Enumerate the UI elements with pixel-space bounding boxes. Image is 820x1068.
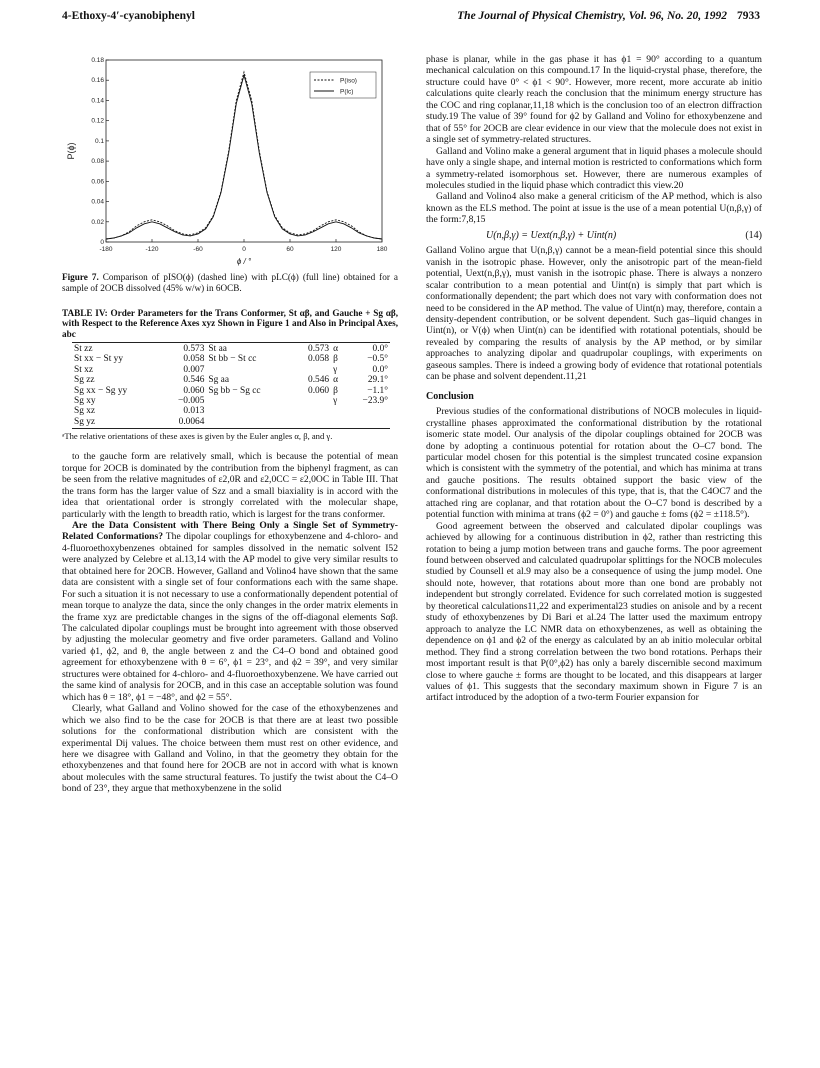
- table-row: [72, 406, 390, 416]
- equation-14: [426, 230, 762, 241]
- paragraph: Clearly, what Galland and Volino showed for the case of the ethoxybenzenes and which we also find to be the case for 2OCB is that there are at least two possible solutions for the conformational distribution which are consistent with the experimental Dij values. The choice between them must rest on other evidence, and here we disagree with Galland and Volino, in that the geometry they obtain for the ethoxybenzenes and that found here for 2OCB are not in accord with what is known about molecules with the same structural features. To justify the twist about the C4–O bond of 23°, they argue that methoxybenzene in the solid: [62, 703, 398, 795]
- table-cell: γ: [333, 396, 338, 407]
- x-tick-label: 60: [286, 246, 294, 253]
- series-line: [106, 75, 382, 239]
- table-cell: Sg bb − Sg cc: [208, 385, 261, 396]
- x-tick-label: -120: [145, 246, 159, 253]
- table-cell: Sg zz: [74, 375, 95, 386]
- table-cell: γ: [333, 364, 338, 375]
- table-cell: 0.573: [293, 342, 332, 354]
- x-axis-label: ϕ / °: [236, 257, 252, 266]
- table-cell: β: [333, 385, 338, 396]
- y-tick-label: 0.06: [91, 178, 104, 186]
- table-cell: [206, 417, 292, 429]
- table-cell: St zz: [72, 342, 160, 354]
- left-column: [62, 54, 398, 795]
- x-tick-label: 0: [242, 246, 246, 253]
- legend-label: P(iso): [340, 77, 357, 85]
- table-title-text: Order Parameters for the Trans Conformer, St αβ, and Gauche + Sg αβ, with Respect to the Reference Axes xyz Shown in Figure 1 and Also in Principal Axes, abc: [62, 307, 399, 340]
- table-cell: −1.1°: [367, 385, 388, 396]
- table-cell: −0.005: [178, 396, 205, 407]
- y-tick-label: 0.1: [94, 137, 104, 145]
- table-cell: [293, 417, 332, 429]
- table-cell: 0.573: [160, 342, 207, 354]
- table-cell: 0.007: [183, 364, 205, 375]
- table-title: [62, 308, 398, 340]
- table-cell: 0.0°: [345, 342, 390, 354]
- table-cell: 0.060: [308, 385, 330, 396]
- table-cell: 0.0064: [160, 417, 207, 429]
- y-tick-label: 0.18: [91, 57, 104, 64]
- table-cell: Sg aa: [208, 375, 229, 386]
- running-header-left: 4-Ethoxy-4′-cyanobiphenyl: [62, 10, 195, 22]
- table-row: [72, 365, 390, 375]
- table-cell: α: [331, 342, 345, 354]
- table-cell: Sg xz: [74, 406, 96, 417]
- table-cell: 0.058: [308, 354, 330, 365]
- table-cell: 0.013: [183, 406, 205, 417]
- paragraph: phase is planar, while in the gas phase it has ϕ1 = 90° according to a quantum mechanical calculation on this compound.17 In the liquid-crystal phase, therefore, the structure could have 0° < ϕ1 < 90°. However, more recent, more accurate ab initio calculations quite clearly reach the conclusion that the minimum energy structure has the COC and ring coplanar,11,18 which is the conclusion too of an electron diffraction study.19 The value of 39° found for ϕ2 by Galland and Volino for ethoxybenzene and that of 55° for 2OCB are clear evidence in our view that the molecule does not exist in a single set of symmetry-related structures.: [426, 54, 762, 146]
- table-cell: β: [333, 354, 338, 365]
- x-tick-label: -180: [99, 246, 113, 253]
- equation-number: (14): [745, 229, 762, 241]
- table-cell: [345, 417, 390, 429]
- table-cell: [206, 365, 292, 375]
- table-row: [72, 342, 390, 354]
- journal-citation: The Journal of Physical Chemistry, Vol. 96, No. 20, 1992: [457, 10, 727, 22]
- x-tick-label: -60: [193, 246, 203, 253]
- table-cell: [206, 396, 292, 406]
- paragraph: Galland Volino argue that U(n,β,γ) cannot be a mean-field potential since this should vanish in the isotropic phase. However, only the anisotropic part of the mean-field potential, Uext(n,β,γ), must vanish in the isotropic phase. There is always a nonzero scalar contribution to a mean potential and Uint(n) is simply that part which is conformationally dependent; the part which does not vary with conformation does not need to be considered in the AP method. The value of Uint(n) may, therefore, contain a density-dependent contribution, or be solvent dependent. Such gas–liquid changes in Uint(n), or V(ϕ) when Uint(n) can be identified with rotational potentials, should be revealed by comparing the results of analysis by the AP method, or by similar approaches to analyzing dipolar and quadrupolar couplings, with experiments on gaseous samples. There is indeed a growing body of evidence that rotational potentials can be phase and solvent dependent.11,21: [426, 245, 762, 383]
- paragraph-text: The dipolar couplings for ethoxybenzene and 4-chloro- and 4-fluoroethoxybenzenes obtained for samples dissolved in the nematic solvent I52 were analyzed by Celebre et al.13,14 with the AP model to give very similar results to that obtained here for 2OCB. However, Galland and Volino4 have shown that the same data are consistent with a single set of four conformations each with the same shape. For such a situation it is not necessary to use a conformationally dependent potential of mean torque to analyze the data, since the only changes in the order matrix elements in the frame xyz are predictable changes in the signs of the off-diagonal elements Sαβ. The calculated dipolar couplings must be brought into agreement with those observed by adjusting the molecular geometry and five order parameters. Galland and Volino varied ϕ1, ϕ2, and θ, the angle between z and the C4–O bond and obtained good agreement for ethoxybenzene with θ = 6°, ϕ1 = 23°, and ϕ2 = 39°, and very similar structures were obtained for 4-chloro- and 4-fluoroethoxybenzene. We have carried out the same kind of analysis for 2OCB, and in this case an acceptable solution was found which has θ = 18°, ϕ1 = −48°, and ϕ2 = 55°.: [62, 531, 398, 703]
- legend-label: P(lc): [340, 88, 354, 96]
- paragraph: Galland and Volino4 also make a general criticism of the AP method, which is also known as the ELS method. The point at issue is the use of a mean potential U(n,β,γ) of the form:7,8,15: [426, 191, 762, 226]
- table-cell: 0.546: [183, 375, 205, 386]
- table-cell: Sg xy: [74, 396, 96, 407]
- table-cell: St bb − St cc: [208, 354, 257, 365]
- paragraph: Galland and Volino make a general argument that in liquid phases a molecule should have only a single shape, and internal motion is restricted to conformations which form a symmetry-related isomorphous set. However, there are numerous examples of molecules studied in the liquid phase which contradict this view.20: [426, 145, 762, 191]
- table-cell: 0.060: [183, 385, 205, 396]
- table-cell: [293, 396, 332, 406]
- y-tick-label: 0.16: [91, 77, 104, 85]
- figure-caption-text: Comparison of pISO(ϕ) (dashed line) with pLC(ϕ) (full line) obtained for a sample of 2OCB dissolved (45% w/w) in 6OCB.: [62, 272, 398, 293]
- y-tick-label: 0.08: [91, 158, 104, 166]
- y-tick-label: 0.12: [91, 117, 104, 125]
- y-tick-label: 0.14: [91, 97, 104, 105]
- probability-chart: [62, 54, 398, 269]
- table-cell: Sg xx − Sg yy: [74, 385, 128, 396]
- table-cell: α: [333, 375, 339, 386]
- table-cell: [293, 365, 332, 375]
- table-footnote: ᵃThe relative orientations of these axes is given by the Euler angles α, β, and γ.: [62, 431, 333, 442]
- left-body-text: [62, 451, 398, 795]
- equation-body: U(n,β,γ) = Uext(n,β,γ) + Uint(n): [486, 229, 617, 241]
- figure-7: [62, 54, 398, 269]
- table-cell: [293, 406, 332, 416]
- running-header-right: [457, 10, 760, 22]
- table-cell: Sg yz: [72, 417, 160, 429]
- table-title-label: TABLE IV:: [62, 307, 108, 318]
- table-row: [72, 375, 390, 385]
- paragraph: Good agreement between the observed and calculated dipolar couplings was achieved by allowing for a continuous distribution in ϕ2, rather than restricting this rotation to being a jump motion between trans and gauche forms. The poor agreement found between observed and calculated quadrupolar splittings for the NOCB molecules studied by Counsell et al.9 may also be a consequence of using the jump model. One should note, however, that rotations about more than one bond are probably not independent but strongly correlated. Evidence for such correlated motion is suggested by theoretical calculations11,22 and experimental23 studies on anisole and by a recent study of ethoxybenzenes by Di Bari et al.24 The latter used the maximum entropy approach to analyze the LC NMR data on ethoxybenzenes, as well as obtaining the dependence on ϕ1 and ϕ2 of the energy as calculated by an ab initio molecular orbital method. They find a strong correlation between the two bond rotations. Perhaps their most important result is that P(0°,ϕ2) has only a barely discernible second maximum close to where gauche ± forms are thought to be located, and this disappears at larger values of ϕ1. This suggests that the secondary maximum shown in Figure 7 is an artifact introduced by the adoption of a two-term Fourier expansion for: [426, 520, 762, 704]
- paragraph: [62, 520, 398, 703]
- table-cell: [206, 406, 292, 416]
- table-row: [72, 396, 390, 406]
- x-tick-label: 180: [376, 246, 388, 253]
- table-cell: St xz: [74, 364, 94, 375]
- table-row: [72, 417, 390, 429]
- table-row: [72, 354, 390, 364]
- table-cell: 0.058: [183, 354, 205, 365]
- x-tick-label: 120: [330, 246, 342, 253]
- paragraph: to the gauche form are relatively small, which is because the potential of mean torque for 2OCB is dominated by the contribution from the biphenyl fragment, as can be seen from the relative magnitudes of ε2,0R and ε2,0CC = ε2,0OC in Table III. That the trans form has the larger value of Szz and a small biaxiality is in accord with the idea that orientational order is strongly correlated with the molecular shape, particularly with the length to breadth ratio, which is largest for the trans conformer.: [62, 451, 398, 520]
- y-tick-label: 0.02: [91, 218, 104, 226]
- y-tick-label: 0.04: [91, 198, 104, 206]
- order-parameter-table: [72, 342, 390, 429]
- table-cell: St xx − St yy: [74, 354, 124, 365]
- table-cell: 29.1°: [367, 375, 388, 386]
- figure-caption-label: Figure 7.: [62, 272, 99, 282]
- table-cell: [345, 406, 390, 416]
- y-tick-label: 0: [100, 239, 104, 246]
- table-cell: −0.5°: [367, 354, 388, 365]
- paragraph: Previous studies of the conformational distributions of NOCB molecules in liquid-crystalline phases approximated the conformational distribution by the rotational isomeric state model. Our analysis of the dipolar couplings obtained for 2OCB was done by adopting a continuous potential for rotation about the O–C7 bond. The particular model chosen for this potential is the simplest truncated cosine expansion which is consistent with the symmetry of the potential, and which has minima at trans and gauche positions. The results obtained support the basic view of the conformational distributions in molecules of this type, that is, that the C4OC7 and the attached ring are coplanar, and that rotation about the O–C7 bond is described by a potential function with minima at trans (ϕ2 = 0°) and gauche ± foms (ϕ2 = ±118.5°).: [426, 406, 762, 521]
- run-in-heading: Are the Data Consistent with There Being Only a Single Set of Symmetry-Related Conformations?: [62, 519, 398, 543]
- right-column: [426, 54, 762, 704]
- section-heading-conclusion: Conclusion: [426, 390, 474, 402]
- table-cell: St aa: [206, 342, 292, 354]
- table-cell: [331, 406, 345, 416]
- table-cell: −23.9°: [362, 396, 388, 407]
- table-cell: 0.546: [308, 375, 330, 386]
- table-row: [72, 386, 390, 396]
- y-axis-label: P(ϕ): [66, 142, 76, 160]
- figure-caption: [62, 272, 398, 294]
- page-number: 7933: [737, 10, 760, 22]
- table-cell: 0.0°: [372, 364, 388, 375]
- table-cell: [331, 417, 345, 429]
